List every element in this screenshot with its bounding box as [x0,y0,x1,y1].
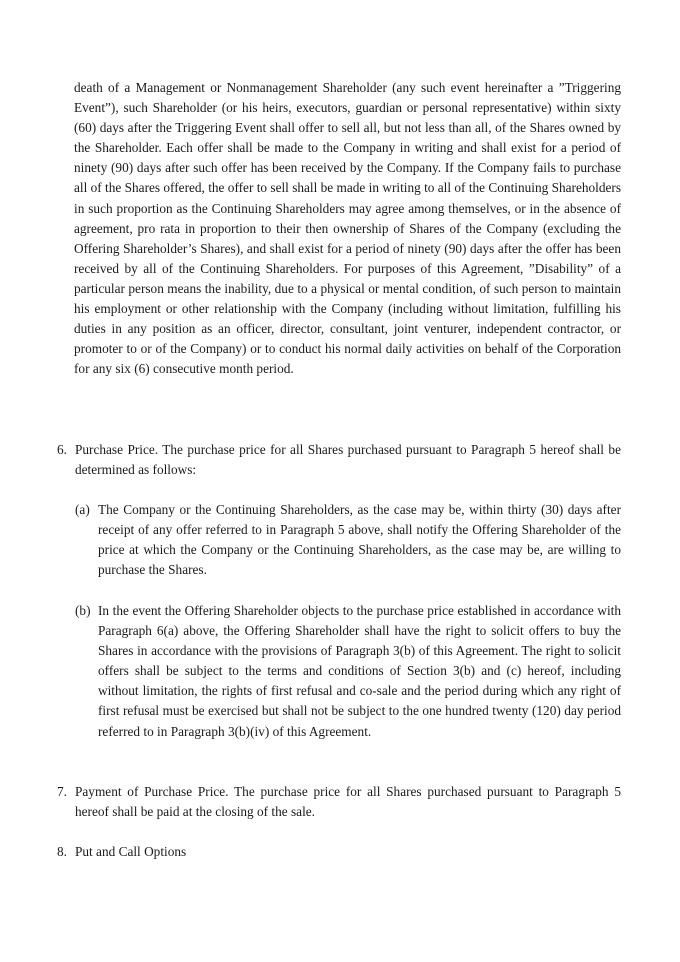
section-text: Payment of Purchase Price. The purchase price for all Shares purchased pursuant to Paragraph 5 hereof shall be paid at the closing of the sale. [75,784,621,820]
section-6 [57,440,621,480]
subsection-text: The Company or the Continuing Shareholders, as the case may be, within thirty (30) days after receipt of any offer referred to in Paragraph 5 above, shall notify the Offering Shareholder of the price at which the Company or the Continuing Shareholders, as the case may be, are willing to purchase the Shares. [98,502,621,578]
subsection-label: (a) [75,502,90,517]
section-number: 6. [57,442,67,457]
section-number: 8. [57,844,67,859]
subsection-6b [75,601,621,742]
section-text: Purchase Price. The purchase price for all Shares purchased pursuant to Paragraph 5 hereof shall be determined as follows: [75,442,621,478]
section-7 [57,782,621,822]
subsection-label: (b) [75,603,91,618]
subsection-6a [75,500,621,580]
subsection-text: In the event the Offering Shareholder objects to the purchase price established in accordance with Paragraph 6(a) above, the Offering Shareholder shall have the right to solicit offers to buy the Shares in accordance with the provisions of Paragraph 3(b) of this Agreement. The right to solicit offers shall be subject to the terms and conditions of Section 3(b) and (c) hereof, including without limitation, the rights of first refusal and co-sale and the period during which any right of first refusal must be exercised but shall not be subject to the one hundred twenty (120) day period referred to in Paragraph 3(b)(iv) of this Agreement. [98,603,621,739]
section-heading: Put and Call Options [75,844,187,859]
section-8 [57,842,621,862]
section-number: 7. [57,784,67,799]
continuation-paragraph: death of a Management or Nonmanagement Shareholder (any such event hereinafter a ”Triggering Event”), such Shareholder (or his heirs, executors, guardian or personal representative) within sixty (60) days after the Triggering Event shall offer to sell all, but not less than all, of the Shares owned by the Shareholder. Each offer shall be made to the Company in writing and shall exist for a period of ninety (90) days after such offer has been received by the Company. If the Company fails to purchase all of the Shares offered, the offer to sell shall be made in writing to all of the Continuing Shareholders in such proportion as the Continuing Shareholders may agree among themselves, or in the absence of agreement, pro rata in proportion to their then ownership of Shares of the Company (excluding the Offering Shareholder’s Shares), and shall exist for a period of ninety (90) days after the offer has been received by all of the Continuing Shareholders. For purposes of this Agreement, ”Disability” of a particular person means the inability, due to a physical or mental condition, of such person to maintain his employment or other relationship with the Company (including without limitation, fulfilling his duties in any position as an officer, director, consultant, joint venturer, independent contractor, or promoter to or of the Company) or to conduct his normal daily activities on behalf of the Corporation for any six (6) consecutive month period. [74,80,621,377]
